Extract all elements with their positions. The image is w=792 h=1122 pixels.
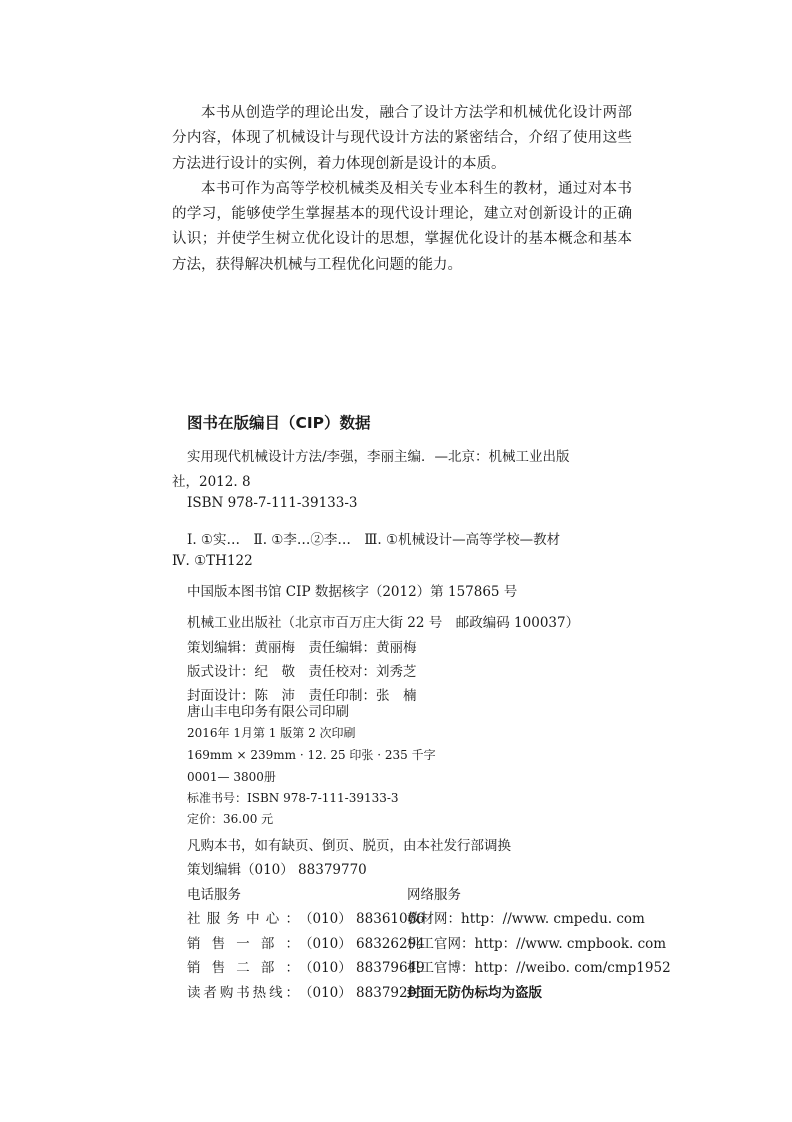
cip-classification-2: Ⅳ. ①TH122 [172,553,253,569]
service-row-phone: （010） 68326294 [299,936,425,952]
service-row-web: 机工官博：http：//weibo. com/cmp1952 [407,960,671,976]
anti-piracy-notice: 封面无防伪标均为盗版 [407,985,542,1001]
cip-isbn: ISBN 978-7-111-39133-3 [187,495,358,511]
cip-description-line-2: 社，2012. 8 [172,474,251,490]
cip-classification-1: Ⅰ. ①实… Ⅱ. ①李…②李… Ⅲ. ①机械设计—高等学校—教材 [187,532,561,548]
intro-paragraph-1: 本书从创造学的理论出发，融合了设计方法学和机械优化设计两部分内容，体现了机械设计与现代设计方法的紧密结合，介绍了使用这些方法进行设计的实例，着力体现创新是设计的本质。 [172,105,632,172]
cip-heading: 图书在版编目（CIP）数据 [187,414,371,432]
service-row-phone: （010） 88379203 [299,985,425,1001]
planning-editor-phone: 策划编辑（010） 88379770 [187,862,367,878]
service-row-phone: （010） 88379649 [299,960,425,976]
intro-text [172,101,632,278]
editor-line-3: 封面设计：陈 沛 责任印制：张 楠 [187,688,417,704]
copies-line: 0001— 3800册 [187,770,276,784]
standard-book-number: 标准书号：ISBN 978-7-111-39133-3 [187,791,399,805]
price-line: 定价：36.00 元 [187,812,274,826]
printer-line: 唐山丰电印务有限公司印刷 [187,704,349,720]
service-row-web: 机工官网：http：//www. cmpbook. com [407,936,667,952]
web-service-header: 网络服务 [407,887,461,903]
intro-paragraph-2: 本书可作为高等学校机械类及相关专业本科生的教材，通过对本书的学习，能够使学生掌握基本的现代设计理论，建立对创新设计的正确认识；并使学生树立优化设计的思想，掌握优化设计的基本概念和基本方法，获得解决机械与工程优化问题的能力。 [172,180,632,273]
service-row-label: 读者购书热线： [187,985,299,1001]
cip-verification-number: 中国版本图书馆 CIP 数据核字（2012）第 157865 号 [187,584,518,600]
edition-line: 2016年 1月第 1 版第 2 次印刷 [187,726,356,740]
format-line: 169mm × 239mm · 12. 25 印张 · 235 千字 [187,748,436,762]
cip-description-line-1: 实用现代机械设计方法/李强，李丽主编．—北京：机械工业出版 [187,449,570,465]
phone-service-header: 电话服务 [187,887,241,903]
service-row-label: 销售一部： [187,936,299,952]
service-row-label: 社服务中心： [187,911,299,927]
service-row-phone: （010） 88361066 [299,911,425,927]
replacement-notice: 凡购本书，如有缺页、倒页、脱页，由本社发行部调换 [187,838,511,854]
editor-line-1: 策划编辑：黄丽梅 责任编辑：黄丽梅 [187,640,417,656]
editor-line-2: 版式设计：纪 敬 责任校对：刘秀芝 [187,664,417,680]
publisher-address: 机械工业出版社（北京市百万庄大街 22 号 邮政编码 100037） [187,615,580,631]
service-row-label: 销售二部： [187,960,299,976]
service-row-web: 教材网：http：//www. cmpedu. com [407,911,645,927]
